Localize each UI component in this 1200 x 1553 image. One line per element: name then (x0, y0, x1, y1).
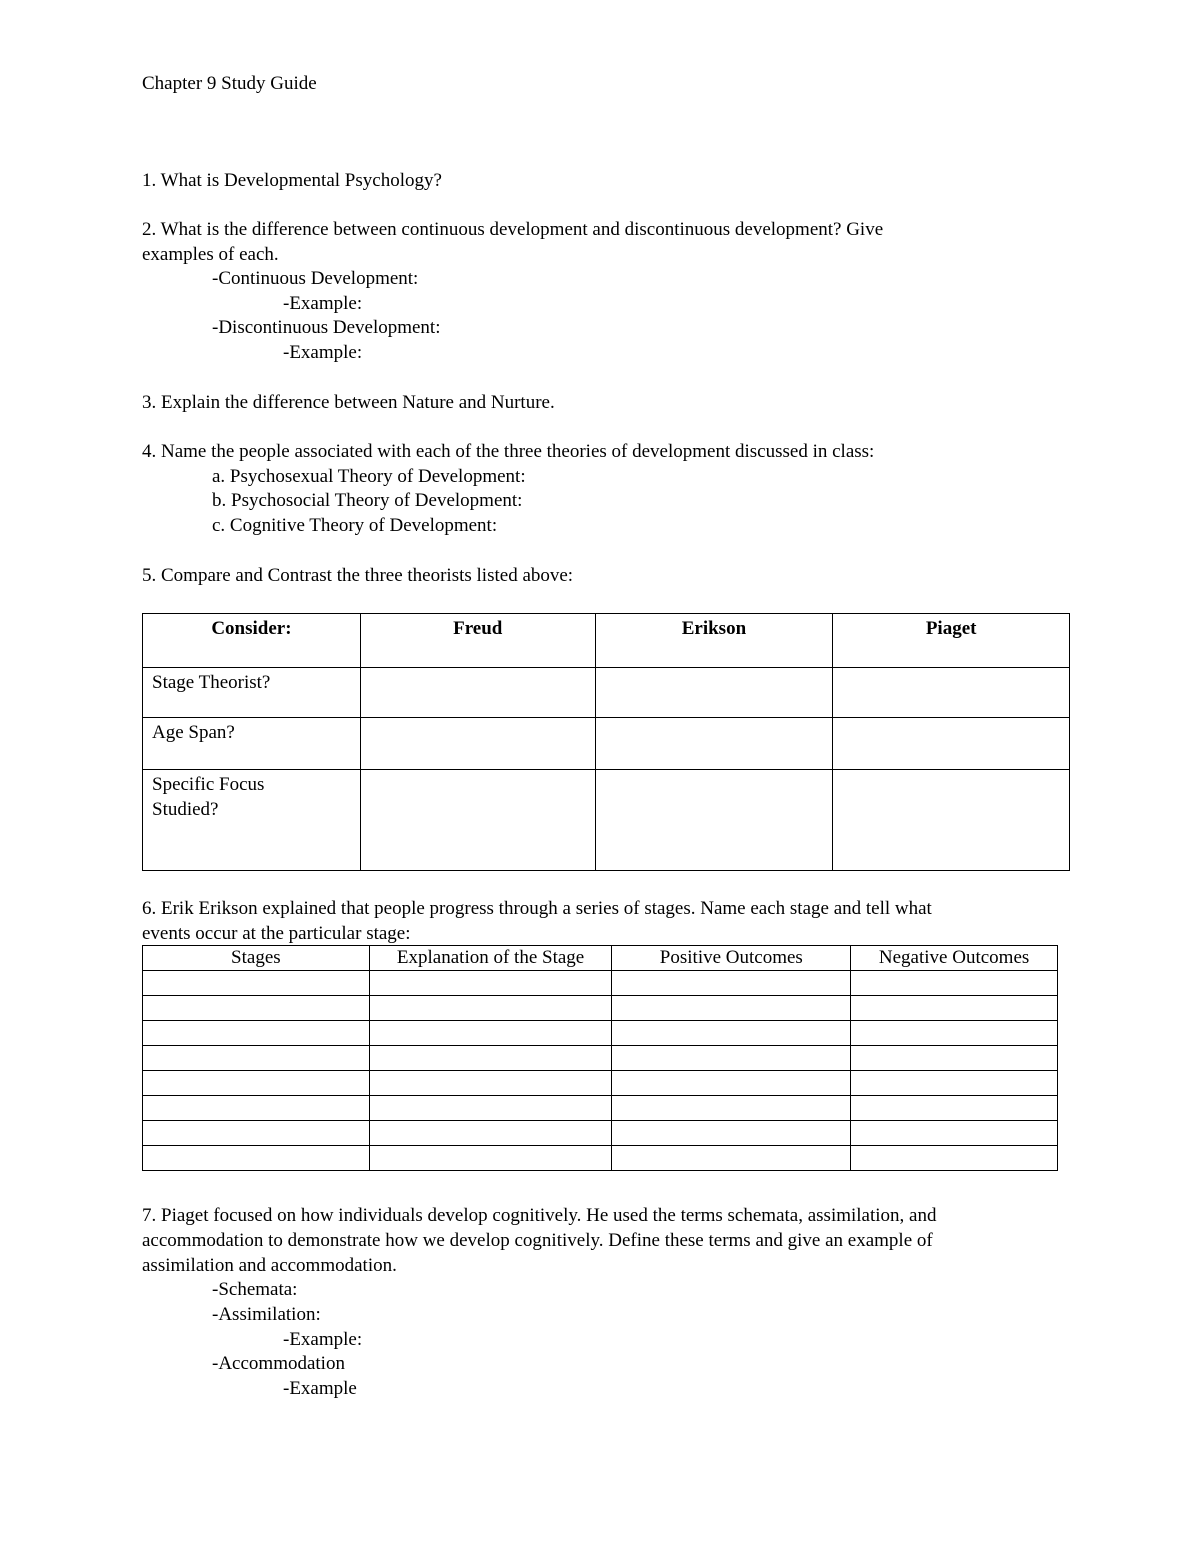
question-4-c: c. Cognitive Theory of Development: (212, 515, 498, 536)
answer-cell[interactable] (851, 996, 1058, 1021)
table-row (143, 1121, 1058, 1146)
table-row (143, 1021, 1058, 1046)
answer-cell[interactable] (369, 996, 612, 1021)
question-5: 5. Compare and Contrast the three theorists listed above: (142, 565, 574, 586)
table-row (143, 971, 1058, 996)
answer-cell[interactable] (143, 1046, 370, 1071)
discontinuous-development-label: -Discontinuous Development: (212, 317, 441, 338)
answer-cell[interactable] (612, 1021, 851, 1046)
assimilation-label: -Assimilation: (212, 1304, 321, 1325)
answer-cell[interactable] (612, 1096, 851, 1121)
compare-header-consider: Consider: (143, 614, 361, 668)
accommodation-example-label: -Example (283, 1378, 357, 1399)
question-6-line-1: 6. Erik Erikson explained that people progress through a series of stages. Name each stage and tell what (142, 898, 932, 919)
stages-table (142, 945, 1058, 1171)
answer-cell[interactable] (612, 1146, 851, 1171)
answer-cell[interactable] (143, 1096, 370, 1121)
answer-cell[interactable] (143, 1146, 370, 1171)
table-row (143, 1096, 1058, 1121)
page-title: Chapter 9 Study Guide (142, 73, 317, 94)
question-6-line-2: events occur at the particular stage: (142, 923, 411, 944)
answer-cell[interactable] (369, 1096, 612, 1121)
answer-cell[interactable] (143, 1021, 370, 1046)
table-row (143, 1046, 1058, 1071)
answer-cell[interactable] (833, 718, 1070, 770)
answer-cell[interactable] (143, 1071, 370, 1096)
answer-cell[interactable] (143, 1121, 370, 1146)
answer-cell[interactable] (851, 1046, 1058, 1071)
answer-cell[interactable] (369, 1121, 612, 1146)
question-7-line-1: 7. Piaget focused on how individuals develop cognitively. He used the terms schemata, assimilation, and (142, 1205, 937, 1226)
compare-header-erikson: Erikson (595, 614, 833, 668)
schemata-label: -Schemata: (212, 1279, 298, 1300)
answer-cell[interactable] (612, 1046, 851, 1071)
question-1: 1. What is Developmental Psychology? (142, 170, 442, 191)
answer-cell[interactable] (833, 770, 1070, 871)
answer-cell[interactable] (595, 718, 833, 770)
answer-cell[interactable] (851, 1021, 1058, 1046)
assimilation-example-label: -Example: (283, 1329, 363, 1350)
answer-cell[interactable] (369, 971, 612, 996)
answer-cell[interactable] (369, 1021, 612, 1046)
answer-cell[interactable] (851, 1071, 1058, 1096)
table-row (143, 1071, 1058, 1096)
answer-cell[interactable] (612, 1071, 851, 1096)
table-row (143, 1146, 1058, 1171)
question-4-b: b. Psychosocial Theory of Development: (212, 490, 523, 511)
accommodation-label: -Accommodation (212, 1353, 345, 1374)
answer-cell[interactable] (851, 1121, 1058, 1146)
stages-header-stages: Stages (143, 946, 370, 971)
answer-cell[interactable] (360, 718, 595, 770)
row-label-age-span: Age Span? (143, 718, 361, 770)
compare-header-piaget: Piaget (833, 614, 1070, 668)
answer-cell[interactable] (833, 668, 1070, 718)
table-row (143, 770, 1070, 871)
answer-cell[interactable] (143, 996, 370, 1021)
table-row (143, 668, 1070, 718)
answer-cell[interactable] (851, 971, 1058, 996)
answer-cell[interactable] (612, 996, 851, 1021)
question-2-line-1: 2. What is the difference between continuous development and discontinuous development? Give (142, 219, 884, 240)
stages-table-header-row (143, 946, 1058, 971)
table-row (143, 718, 1070, 770)
answer-cell[interactable] (360, 668, 595, 718)
answer-cell[interactable] (369, 1146, 612, 1171)
question-3: 3. Explain the difference between Nature and Nurture. (142, 392, 555, 413)
row-label-stage-theorist: Stage Theorist? (143, 668, 361, 718)
stages-header-explanation: Explanation of the Stage (369, 946, 612, 971)
question-2-line-2: examples of each. (142, 244, 279, 265)
compare-table-header-row (143, 614, 1070, 668)
answer-cell[interactable] (369, 1046, 612, 1071)
answer-cell[interactable] (143, 971, 370, 996)
answer-cell[interactable] (360, 770, 595, 871)
question-7-line-3: assimilation and accommodation. (142, 1255, 397, 1276)
row-label-specific-focus (143, 770, 361, 871)
answer-cell[interactable] (851, 1146, 1058, 1171)
question-4: 4. Name the people associated with each of the three theories of development discussed in class: (142, 441, 875, 462)
compare-header-freud: Freud (360, 614, 595, 668)
continuous-example-label: -Example: (283, 293, 363, 314)
question-4-a: a. Psychosexual Theory of Development: (212, 466, 526, 487)
answer-cell[interactable] (612, 971, 851, 996)
answer-cell[interactable] (612, 1121, 851, 1146)
stages-header-negative: Negative Outcomes (851, 946, 1058, 971)
compare-table (142, 613, 1070, 871)
question-7-line-2: accommodation to demonstrate how we develop cognitively. Define these terms and give an example of (142, 1230, 933, 1251)
stages-header-positive: Positive Outcomes (612, 946, 851, 971)
answer-cell[interactable] (851, 1096, 1058, 1121)
answer-cell[interactable] (595, 770, 833, 871)
discontinuous-example-label: -Example: (283, 342, 363, 363)
table-row (143, 996, 1058, 1021)
answer-cell[interactable] (595, 668, 833, 718)
row-label-specific-focus-text: Specific Focus Studied? (152, 774, 265, 820)
answer-cell[interactable] (369, 1071, 612, 1096)
continuous-development-label: -Continuous Development: (212, 268, 419, 289)
